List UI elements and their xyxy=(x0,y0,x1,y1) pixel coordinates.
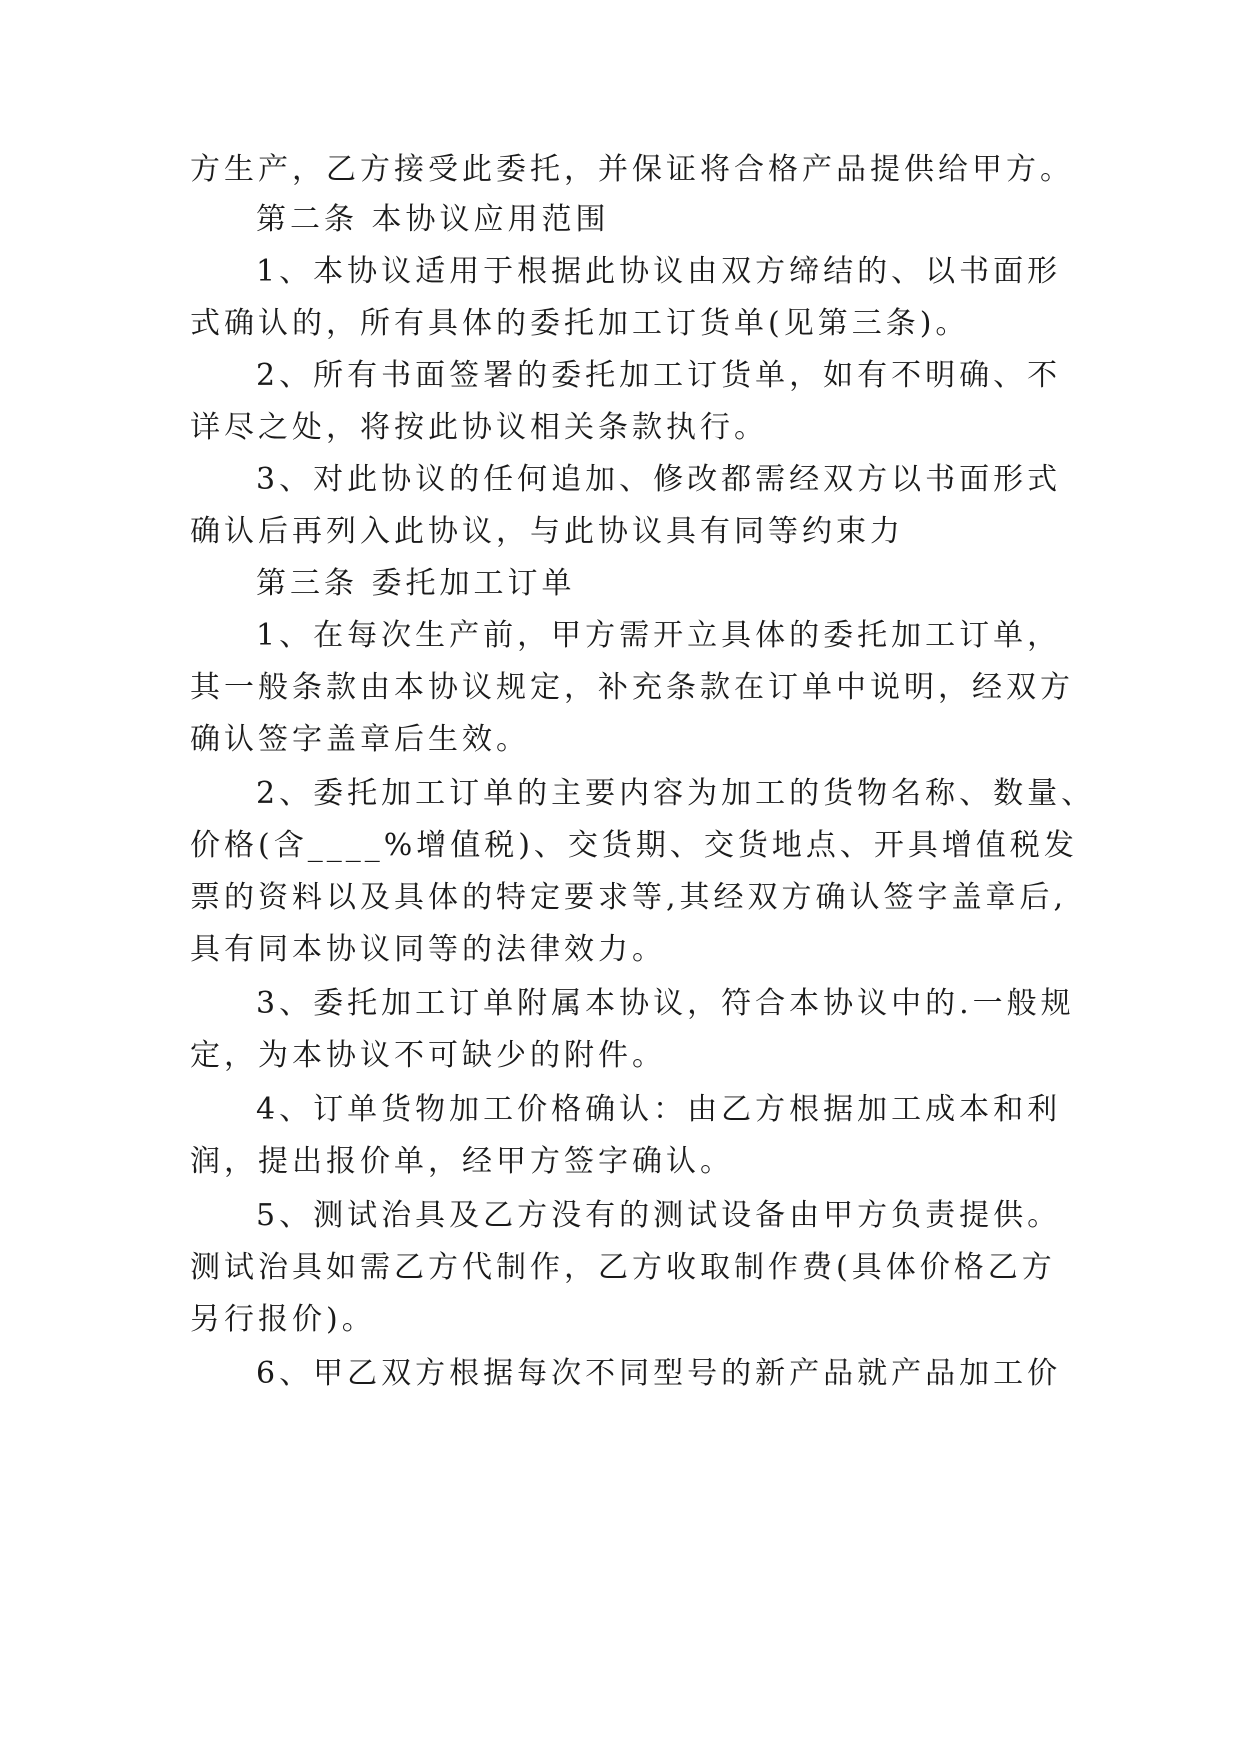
clause-text-line: 3、委托加工订单附属本协议，符合本协议中的.一般规 xyxy=(256,986,1075,1021)
clause-text-line: 6、甲乙双方根据每次不同型号的新产品就产品加工价 xyxy=(256,1356,1062,1391)
body-text-line: 具有同本协议同等的法律效力。 xyxy=(190,932,666,967)
clause-text-line: 2、所有书面签署的委托加工订货单，如有不明确、不 xyxy=(256,358,1062,393)
body-text-line: 润，提出报价单，经甲方签字确认。 xyxy=(190,1144,734,1179)
section-heading: 第三条 委托加工订单 xyxy=(256,566,576,601)
body-text-line: 价格(含____%增值税)、交货期、交货地点、开具增值税发 xyxy=(190,828,1078,863)
body-text-line: 定，为本协议不可缺少的附件。 xyxy=(190,1038,666,1073)
clause-text-line: 5、测试治具及乙方没有的测试设备由甲方负责提供。 xyxy=(256,1198,1062,1233)
body-text-line: 其一般条款由本协议规定，补充条款在订单中说明，经双方 xyxy=(190,670,1074,705)
clause-text-line: 1、本协议适用于根据此协议由双方缔结的、以书面形 xyxy=(256,254,1062,289)
body-text-line: 确认后再列入此协议，与此协议具有同等约束力 xyxy=(190,514,904,549)
clause-text-line: 1、在每次生产前，甲方需开立具体的委托加工订单， xyxy=(256,618,1062,653)
clause-text-line: 2、委托加工订单的主要内容为加工的货物名称、数量、 xyxy=(256,776,1096,811)
body-text-line: 确认签字盖章后生效。 xyxy=(190,722,530,757)
body-text-line: 详尽之处，将按此协议相关条款执行。 xyxy=(190,410,768,445)
clause-text-line: 3、对此协议的任何追加、修改都需经双方以书面形式 xyxy=(256,462,1062,497)
body-text-line: 另行报价)。 xyxy=(190,1302,376,1337)
section-heading: 第二条 本协议应用范围 xyxy=(256,202,610,237)
body-text-line: 式确认的，所有具体的委托加工订货单(见第三条)。 xyxy=(190,306,970,341)
body-text-line: 方生产，乙方接受此委托，并保证将合格产品提供给甲方。 xyxy=(190,152,1074,187)
body-text-line: 票的资料以及具体的特定要求等,其经双方确认签字盖章后, xyxy=(190,880,1068,915)
body-text-line: 测试治具如需乙方代制作，乙方收取制作费(具体价格乙方 xyxy=(190,1250,1056,1285)
clause-text-line: 4、订单货物加工价格确认：由乙方根据加工成本和利 xyxy=(256,1092,1062,1127)
